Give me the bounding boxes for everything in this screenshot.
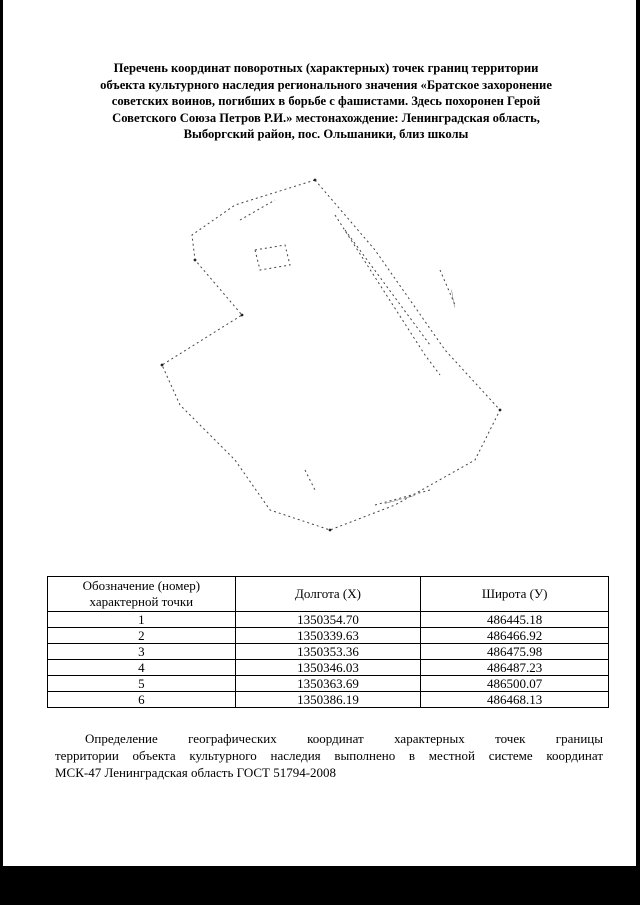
boundary-side [240,200,275,220]
latitude-value: 486487.23 [421,660,609,676]
table-row [48,628,609,644]
boundary-plan [140,160,520,560]
scale-mark: ——— [448,289,458,309]
longitude-value: 1350346.03 [235,660,421,676]
boundary-vertex [161,364,164,367]
longitude-value: 1350363.69 [235,676,421,692]
scan-bottom-band [0,866,640,905]
boundary-side [345,230,430,345]
title-line: объекта культурного наследия регионального значения «Братское захоронение [100,77,552,92]
boundary-vertex [314,179,317,182]
boundary-vertex [499,409,502,412]
longitude-value: 1350386.19 [235,692,421,708]
longitude-value: 1350339.63 [235,628,421,644]
boundary-vertex [194,259,197,262]
table-row [48,644,609,660]
note-line: Определение географических координат характерных точек границы [85,731,603,746]
header-latitude: Широта (У) [421,577,609,612]
latitude-value: 486468.13 [421,692,609,708]
coordinate-system-note [55,730,603,781]
point-number: 6 [48,692,236,708]
point-number: 2 [48,628,236,644]
scan-left-edge [0,0,3,866]
point-number: 4 [48,660,236,676]
table-row [48,676,609,692]
header-longitude: Долгота (X) [235,577,421,612]
boundary-side [255,245,290,270]
title-line: Выборгский район, пос. Ольшаники, близ школы [183,127,469,141]
header-point-number: Обозначение (номер) характерной точки [48,577,236,612]
boundary-side [335,215,440,375]
title-line: советских воинов, погибших в борьбе с фашистами. Здесь похоронен Герой [111,94,541,108]
longitude-value: 1350354.70 [235,612,421,628]
latitude-value: 486475.98 [421,644,609,660]
note-line: территории объекта культурного наследия выполнено в местной системе координат [55,748,603,763]
boundary-vertex [241,314,244,317]
latitude-value: 486445.18 [421,612,609,628]
table-row [48,692,609,708]
title-line: Советского Союза Петров Р.И.» местонахождение: Ленинградская область, [112,110,540,125]
title-line: Перечень координат поворотных (характерных) точек границ территории [113,61,539,75]
document-title [46,60,606,143]
boundary-side [305,470,315,490]
table-row [48,660,609,676]
scale-mark: ——— —— [383,492,417,507]
note-line: МСК-47 Ленинградская область ГОСТ 51794-2008 [55,765,337,780]
boundary-vertex [329,529,332,532]
latitude-value: 486500.07 [421,676,609,692]
scan-right-edge [636,0,640,866]
boundary-outline [162,180,500,530]
table-row [48,612,609,628]
point-number: 1 [48,612,236,628]
longitude-value: 1350353.36 [235,644,421,660]
latitude-value: 486466.92 [421,628,609,644]
point-number: 3 [48,644,236,660]
coordinates-table [47,576,609,708]
table-header-row [48,577,609,612]
point-number: 5 [48,676,236,692]
